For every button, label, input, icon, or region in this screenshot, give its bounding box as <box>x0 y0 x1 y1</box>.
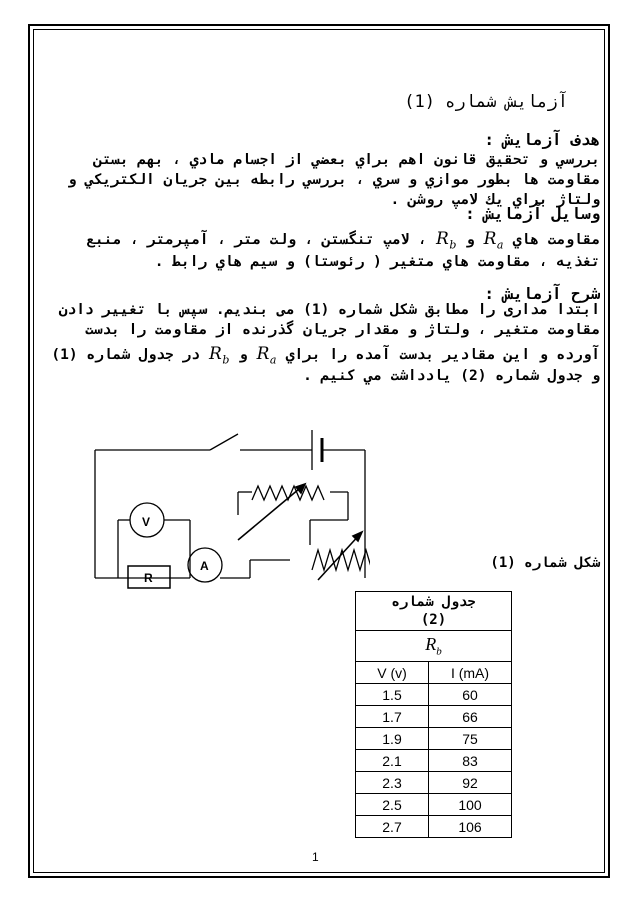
table-row <box>356 728 512 750</box>
current-cell: 60 <box>429 684 512 706</box>
rheostat-lower-coil <box>312 550 370 570</box>
goal-line-2: مقاومت ها بطور موازي و سري ، بررسي رابطه بين جريان الكتريكي و <box>67 172 600 188</box>
voltage-cell: 1.9 <box>356 728 429 750</box>
ra-symbol: $R_a$ <box>483 229 504 252</box>
voltmeter-label: V <box>142 515 151 529</box>
ammeter-label: A <box>200 559 209 573</box>
table-row <box>356 772 512 794</box>
table-row <box>356 684 512 706</box>
table-row <box>356 706 512 728</box>
table-row <box>356 794 512 816</box>
page-title: آزمايش شماره (1) <box>404 92 568 112</box>
column-header-voltage: V (v) <box>356 662 429 684</box>
circuit-diagram <box>90 420 370 600</box>
procedure-line-3: آورده و اين مقادير بدست آمده را براي $R_a$ و $R_b$ در جدول شماره (1) <box>51 344 600 367</box>
current-cell: 83 <box>429 750 512 772</box>
equipment-resistors-text: مقاومت هاي <box>512 232 600 248</box>
table-row <box>356 816 512 838</box>
current-cell: 75 <box>429 728 512 750</box>
voltage-cell: 2.7 <box>356 816 429 838</box>
table-body <box>356 684 512 838</box>
voltage-cell: 1.5 <box>356 684 429 706</box>
voltage-cell: 2.3 <box>356 772 429 794</box>
page-number: 1 <box>312 850 319 864</box>
resistor-label: R <box>144 571 153 585</box>
procedure-line-2: مقاومت متغير ، ولتاژ و مقدار جريان گذرنده از مقاومت را بدست <box>84 322 600 338</box>
current-cell: 66 <box>429 706 512 728</box>
goal-line-3: ولتاژ براي يك لامپ روشن . <box>390 192 600 208</box>
column-header-current: I (mA) <box>429 662 512 684</box>
figure-label: شکل شماره (1) <box>490 555 600 571</box>
procedure-line-4: و جدول شماره (2) يادداشت مي كنيم . <box>303 368 600 384</box>
current-cell: 92 <box>429 772 512 794</box>
equipment-rest-text: ، لامپ تنگستن ، ولت متر ، آمپرمتر ، منبع <box>86 232 427 248</box>
table-caption: جدول شماره (2) <box>356 592 512 631</box>
ra-symbol-procedure: $R_a$ <box>256 344 277 367</box>
rb-symbol: $R_b$ <box>436 229 457 252</box>
voltage-cell: 2.1 <box>356 750 429 772</box>
data-table-2 <box>355 591 512 838</box>
current-cell: 106 <box>429 816 512 838</box>
rb-symbol-procedure: $R_b$ <box>209 344 230 367</box>
procedure-line-1: ابتدا مداری را مطابق شکل شماره (1) می بندیم. سپس با تغییر دادن <box>58 302 600 318</box>
switch-icon <box>210 434 238 450</box>
table-subject: $R_b$ <box>356 631 512 662</box>
current-cell: 100 <box>429 794 512 816</box>
procedure-heading: شرح آزمايش : <box>484 284 600 303</box>
voltage-cell: 1.7 <box>356 706 429 728</box>
equipment-heading: وسايل آزمايش : <box>465 204 600 223</box>
equipment-line-2: تغذيه ، مقاومت هاي متغير ( رئوستا) و سيم هاي رابط . <box>154 254 600 270</box>
goal-heading: هدف آزمايش : <box>484 130 600 149</box>
goal-line-1: بررسي و تحقيق قانون اهم براي بعضي از اجسام مادي ، بهم بستن <box>93 152 600 168</box>
equipment-line-1: مقاومت هاي $R_a$ و $R_b$ ، لامپ تنگستن ، ولت متر ، آمپرمتر ، منبع <box>86 229 600 252</box>
voltage-cell: 2.5 <box>356 794 429 816</box>
table-row <box>356 750 512 772</box>
